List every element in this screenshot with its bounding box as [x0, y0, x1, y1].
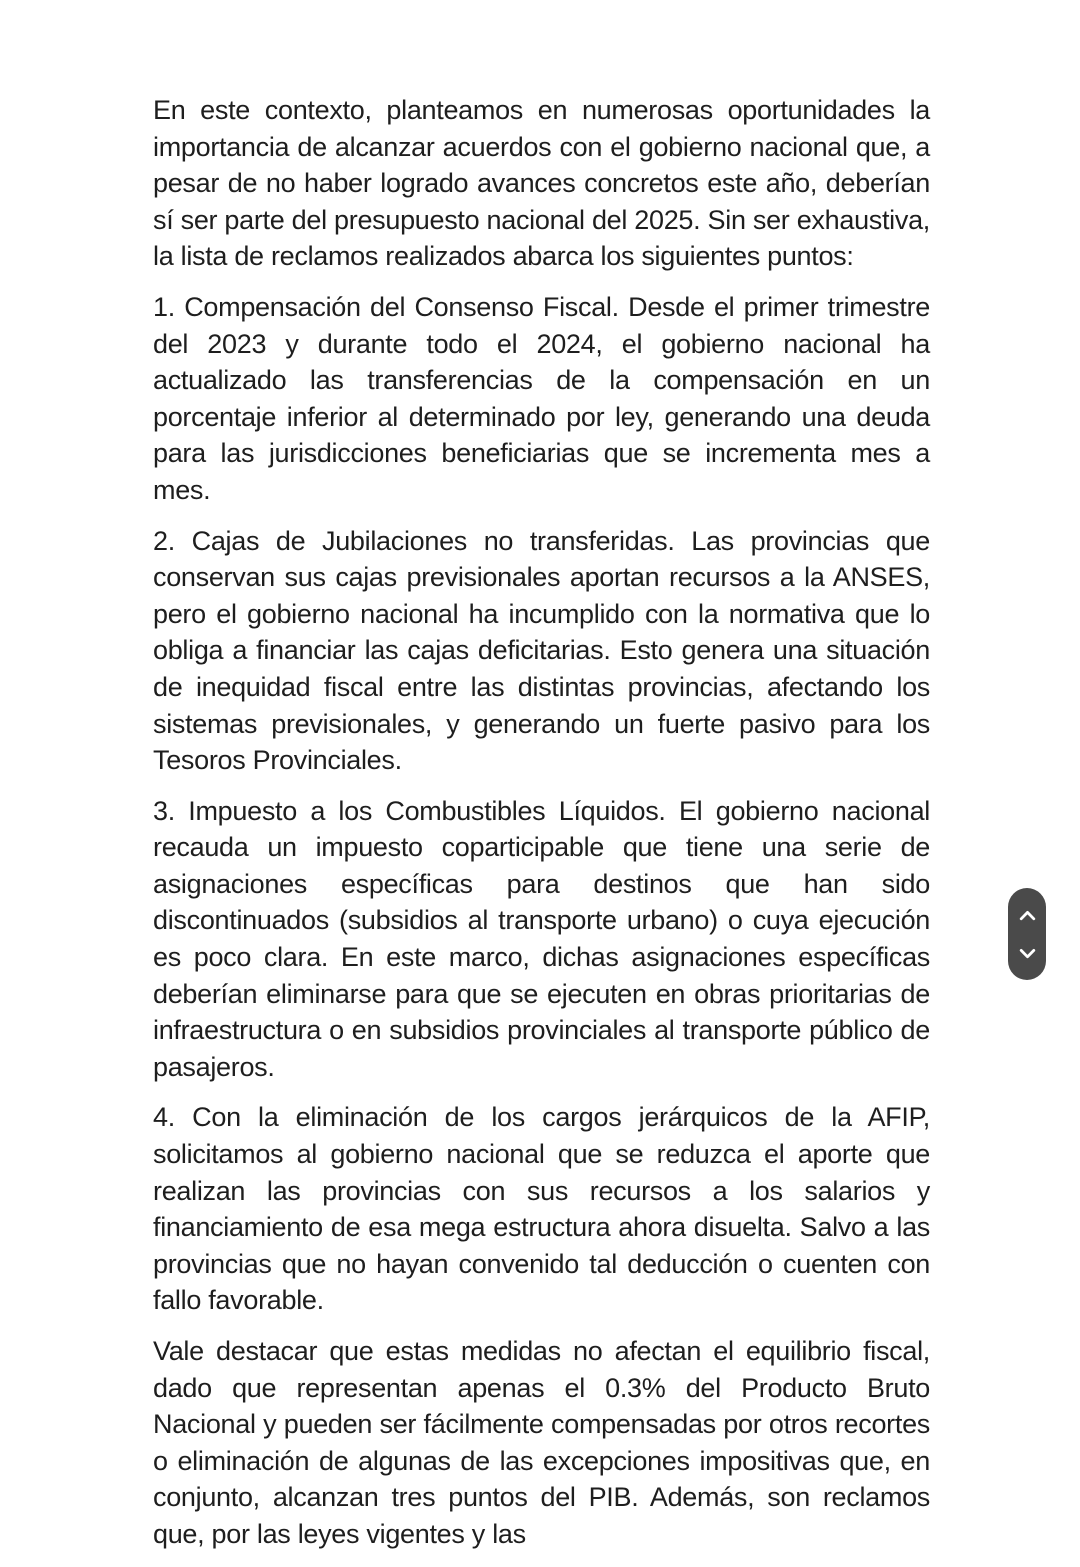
paragraph-item-1-consenso-fiscal: 1. Compensación del Consenso Fiscal. Desde el primer trimestre del 2023 y durante todo el 2024, el gobierno nacional ha actualizado las transferencias de la compensación en un porcentaje inferior al determinado por ley, generando una deuda para las jurisdicciones beneficiarias que se incrementa mes a mes. — [153, 291, 930, 505]
paragraph-item-3-combustibles-liquidos: 3. Impuesto a los Combustibles Líquidos. El gobierno nacional recauda un impuesto coparticipable que tiene una serie de asignaciones específicas para destinos que han sido discontinuados (subsidios al transporte urbano) o cuya ejecución es poco clara. En este marco, dichas asignaciones específicas deberían eliminarse para que se ejecuten en obras prioritarias de infraestructura o en subsidios provinciales al transporte público de pasajeros. — [153, 795, 930, 1082]
scroll-up-button[interactable] — [1008, 909, 1046, 921]
paragraph-equilibrio-fiscal: Vale destacar que estas medidas no afectan el equilibrio fiscal, dado que representan apenas el 0.3% del Producto Bruto Nacional y pueden ser fácilmente compensadas por otros recortes o eliminación de algunas de las excepciones impositivas que, en conjunto, alcanzan tres puntos del PIB. Además, son reclamos que, por las leyes vigentes y las — [153, 1336, 930, 1549]
scroll-widget — [1008, 888, 1046, 980]
chevron-up-icon — [1019, 910, 1036, 921]
chevron-down-icon — [1019, 948, 1036, 959]
scroll-down-button[interactable] — [1008, 947, 1046, 959]
paragraph-intro: En este contexto, planteamos en numerosas oportunidades la importancia de alcanzar acuerdos con el gobierno nacional que, a pesar de no haber logrado avances concretos este año, deberían sí ser parte del presupuesto nacional del 2025. Sin ser exhaustiva, la lista de reclamos realizados abarca los siguientes puntos: — [153, 95, 930, 272]
document-body — [153, 92, 930, 1567]
paragraph-item-2-cajas-jubilaciones: 2. Cajas de Jubilaciones no transferidas. Las provincias que conservan sus cajas previsionales aportan recursos a la ANSES, pero el gobierno nacional ha incumplido con la normativa que lo obliga a financiar las cajas deficitarias. Esto genera una situación de inequidad fiscal entre las distintas provincias, afectando los sistemas previsionales, y generando un fuerte pasivo para los Tesoros Provinciales. — [153, 525, 930, 776]
paragraph-item-4-afip: 4. Con la eliminación de los cargos jerárquicos de la AFIP, solicitamos al gobierno nacional que se reduzca el aporte que realizan las provincias con sus recursos a los salarios y financiamiento de esa mega estructura ahora disuelta. Salvo a las provincias que no hayan convenido tal deducción o cuenten con fallo favorable. — [153, 1102, 930, 1316]
